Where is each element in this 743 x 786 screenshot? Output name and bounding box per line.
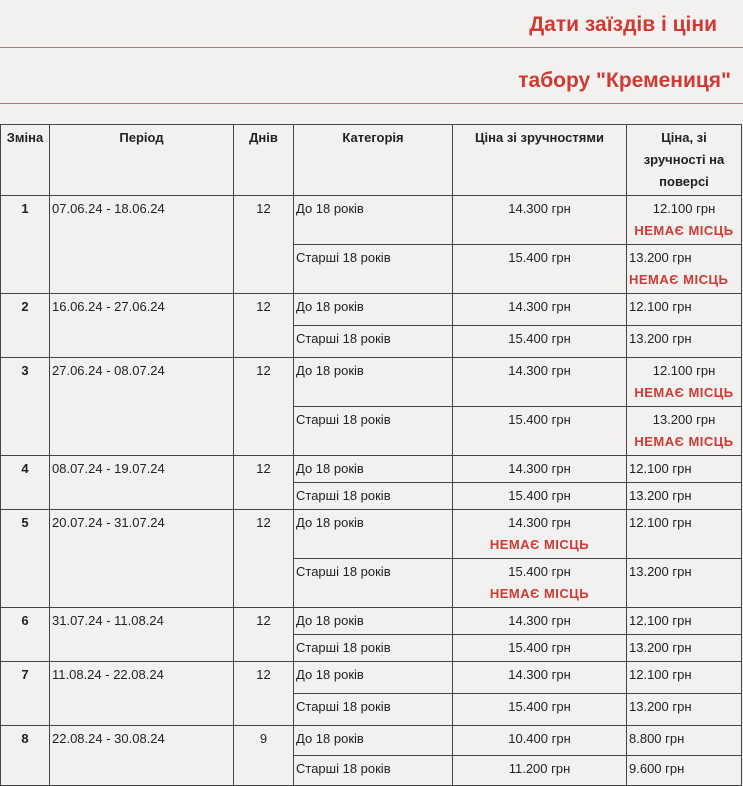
period-cell: 27.06.24 - 08.07.24 xyxy=(50,358,234,456)
shift-number: 3 xyxy=(1,358,50,456)
price-floor-cell: 12.100 грн xyxy=(627,510,742,559)
table-header-row xyxy=(1,125,742,196)
period-cell: 16.06.24 - 27.06.24 xyxy=(50,294,234,358)
price-cell: 14.300 грн xyxy=(453,608,627,635)
period-cell: 07.06.24 - 18.06.24 xyxy=(50,196,234,294)
category-cell: Старші 18 років xyxy=(294,559,453,608)
days-cell: 12 xyxy=(234,358,294,456)
sold-out-badge: НЕМАЄ МІСЦЬ xyxy=(489,586,590,601)
price-cell: 11.200 грн xyxy=(453,756,627,786)
period-cell: 20.07.24 - 31.07.24 xyxy=(50,510,234,608)
sold-out-badge: НЕМАЄ МІСЦЬ xyxy=(629,272,729,287)
sold-out-badge: НЕМАЄ МІСЦЬ xyxy=(634,385,734,400)
price-cell xyxy=(453,510,627,559)
col-header-period: Період xyxy=(50,125,234,196)
price-floor-cell xyxy=(627,358,742,407)
price-value: 15.400 грн xyxy=(508,564,571,579)
category-cell: Старші 18 років xyxy=(294,407,453,456)
price-value: 12.100 грн xyxy=(652,201,716,216)
price-cell: 14.300 грн xyxy=(453,358,627,407)
category-cell: Старші 18 років xyxy=(294,326,453,358)
price-floor-cell xyxy=(627,407,742,456)
price-cell: 14.300 грн xyxy=(453,456,627,483)
divider xyxy=(0,103,743,104)
days-cell: 9 xyxy=(234,726,294,786)
price-cell: 15.400 грн xyxy=(453,635,627,662)
days-cell: 12 xyxy=(234,294,294,358)
price-value: 13.200 грн xyxy=(652,412,716,427)
days-cell: 12 xyxy=(234,456,294,510)
price-cell: 15.400 грн xyxy=(453,245,627,294)
table-row xyxy=(1,196,742,245)
price-floor-cell xyxy=(627,196,742,245)
table-row xyxy=(1,358,742,407)
table-row xyxy=(1,608,742,635)
col-header-price: Ціна зі зручностями xyxy=(453,125,627,196)
price-floor-cell: 12.100 грн xyxy=(627,456,742,483)
category-cell: Старші 18 років xyxy=(294,483,453,510)
sold-out-badge: НЕМАЄ МІСЦЬ xyxy=(634,223,734,238)
price-floor-cell: 8.800 грн xyxy=(627,726,742,756)
category-cell: До 18 років xyxy=(294,358,453,407)
sold-out-badge: НЕМАЄ МІСЦЬ xyxy=(489,537,590,552)
table-row xyxy=(1,294,742,326)
category-cell: До 18 років xyxy=(294,608,453,635)
price-floor-cell xyxy=(627,245,742,294)
page-title-line-2: табору "Кремениця" xyxy=(518,69,731,92)
price-value: 14.300 грн xyxy=(508,515,571,530)
shift-number: 8 xyxy=(1,726,50,786)
price-floor-cell: 12.100 грн xyxy=(627,662,742,694)
shift-number: 1 xyxy=(1,196,50,294)
price-cell: 10.400 грн xyxy=(453,726,627,756)
page-title-line-1: Дати заїздів і ціни xyxy=(529,13,717,36)
table-row xyxy=(1,456,742,483)
category-cell: До 18 років xyxy=(294,294,453,326)
days-cell: 12 xyxy=(234,608,294,662)
price-value: 12.100 грн xyxy=(652,363,716,378)
price-floor-cell: 13.200 грн xyxy=(627,694,742,726)
price-floor-cell: 12.100 грн xyxy=(627,294,742,326)
col-header-shift: Зміна xyxy=(1,125,50,196)
period-cell: 31.07.24 - 11.08.24 xyxy=(50,608,234,662)
days-cell: 12 xyxy=(234,662,294,726)
category-cell: До 18 років xyxy=(294,456,453,483)
period-cell: 11.08.24 - 22.08.24 xyxy=(50,662,234,726)
category-cell: До 18 років xyxy=(294,196,453,245)
category-cell: Старші 18 років xyxy=(294,245,453,294)
col-header-category: Категорія xyxy=(294,125,453,196)
shift-number: 7 xyxy=(1,662,50,726)
price-cell: 15.400 грн xyxy=(453,407,627,456)
col-header-days: Днів xyxy=(234,125,294,196)
shift-number: 4 xyxy=(1,456,50,510)
price-cell: 15.400 грн xyxy=(453,483,627,510)
period-cell: 22.08.24 - 30.08.24 xyxy=(50,726,234,786)
table-row xyxy=(1,726,742,756)
price-floor-cell: 9.600 грн xyxy=(627,756,742,786)
category-cell: До 18 років xyxy=(294,510,453,559)
sold-out-badge: НЕМАЄ МІСЦЬ xyxy=(634,434,734,449)
price-table xyxy=(0,124,742,786)
price-cell: 14.300 грн xyxy=(453,662,627,694)
days-cell: 12 xyxy=(234,510,294,608)
price-cell xyxy=(453,559,627,608)
shift-number: 2 xyxy=(1,294,50,358)
table-row xyxy=(1,662,742,694)
price-floor-cell: 13.200 грн xyxy=(627,326,742,358)
category-cell: Старші 18 років xyxy=(294,635,453,662)
price-floor-cell: 12.100 грн xyxy=(627,608,742,635)
table-row xyxy=(1,510,742,559)
days-cell: 12 xyxy=(234,196,294,294)
category-cell: До 18 років xyxy=(294,726,453,756)
price-floor-cell: 13.200 грн xyxy=(627,559,742,608)
price-floor-cell: 13.200 грн xyxy=(627,635,742,662)
shift-number: 5 xyxy=(1,510,50,608)
col-header-price-floor: Ціна, зі зручності на поверсі xyxy=(627,125,742,196)
price-floor-cell: 13.200 грн xyxy=(627,483,742,510)
divider xyxy=(0,47,743,48)
shift-number: 6 xyxy=(1,608,50,662)
period-cell: 08.07.24 - 19.07.24 xyxy=(50,456,234,510)
category-cell: Старші 18 років xyxy=(294,756,453,786)
price-value: 13.200 грн xyxy=(629,250,692,265)
price-cell: 15.400 грн xyxy=(453,326,627,358)
category-cell: До 18 років xyxy=(294,662,453,694)
category-cell: Старші 18 років xyxy=(294,694,453,726)
price-cell: 14.300 грн xyxy=(453,196,627,245)
price-cell: 14.300 грн xyxy=(453,294,627,326)
price-cell: 15.400 грн xyxy=(453,694,627,726)
